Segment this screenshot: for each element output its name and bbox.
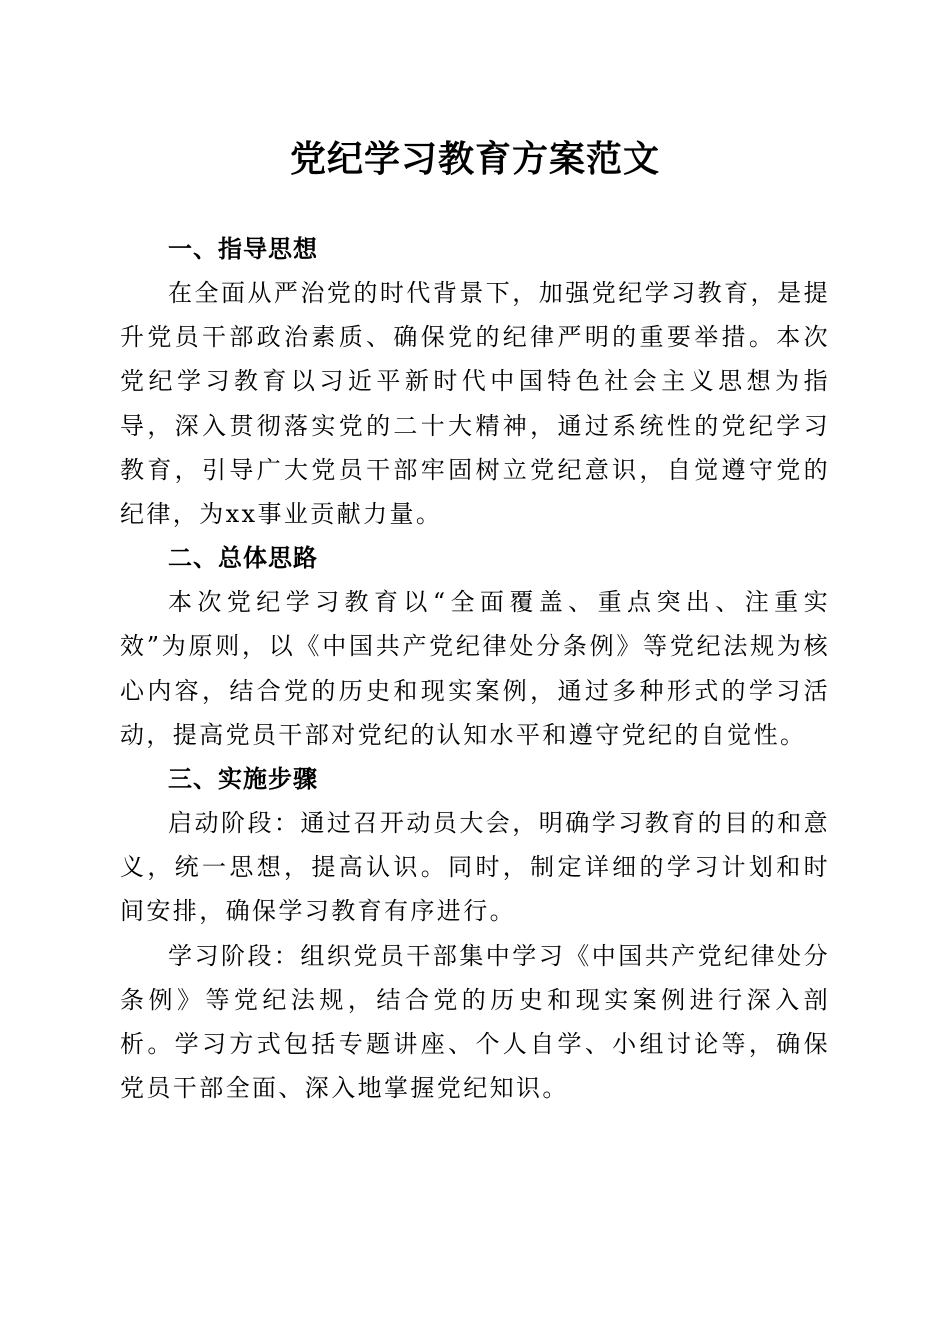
section-heading-implementation-steps: 三、实施步骤 bbox=[168, 765, 318, 794]
document-title: 党纪学习教育方案范文 bbox=[289, 138, 660, 180]
document-body bbox=[120, 227, 830, 1110]
section-heading-overall-approach: 二、总体思路 bbox=[168, 544, 318, 573]
section-heading-guiding-ideology: 一、指导思想 bbox=[168, 235, 318, 263]
paragraph-launch-stage: 启动阶段：通过召开动员大会，明确学习教育的目的和意义，统一思想，提高认识。同时，制定详细的学习计划和时间安排，确保学习教育有序进行。 bbox=[120, 809, 830, 926]
paragraph-study-stage: 学习阶段：组织党员干部集中学习《中国共产党纪律处分条例》等党纪法规，结合党的历史和现实案例进行深入剖析。学习方式包括专题讲座、个人自学、小组讨论等，确保党员干部全面、深入地掌握党纪知识。 bbox=[120, 941, 830, 1103]
paragraph-guiding-ideology: 在全面从严治党的时代背景下，加强党纪学习教育，是提升党员干部政治素质、确保党的纪律严明的重要举措。本次党纪学习教育以习近平新时代中国特色社会主义思想为指导，深入贯彻落实党的二十大精神，通过系统性的党纪学习教育，引导广大党员干部牢固树立党纪意识，自觉遵守党的纪律，为xx事业贡献力量。 bbox=[120, 279, 830, 529]
paragraph-overall-approach: 本次党纪学习教育以“全面覆盖、重点突出、注重实效”为原则，以《中国共产党纪律处分条例》等党纪法规为核心内容，结合党的历史和现实案例，通过多种形式的学习活动，提高党员干部对党纪的认知水平和遵守党纪的自觉性。 bbox=[120, 588, 830, 749]
